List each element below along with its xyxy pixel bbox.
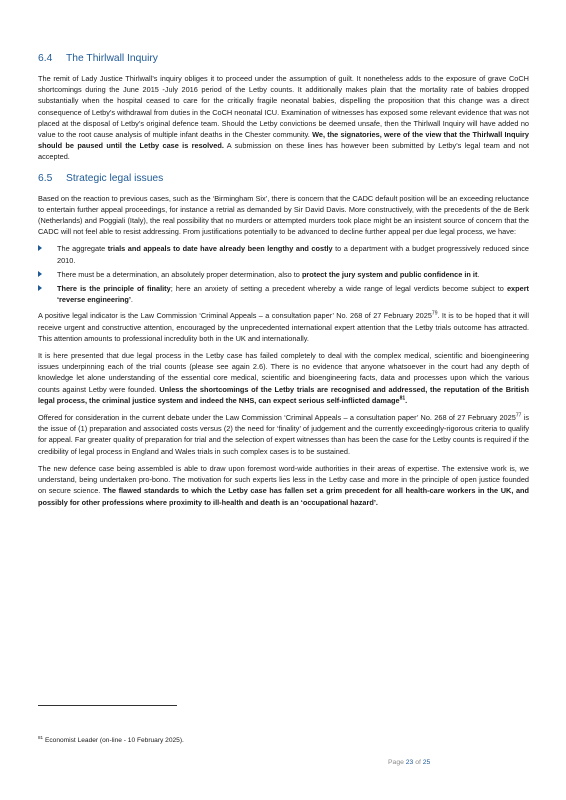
section-heading-6-4 xyxy=(38,53,529,64)
paragraph-text: A positive legal indicator is the Law Commission ‘Criminal Appeals – a consultation paper’ No. 268 of 27 February 2025 xyxy=(38,311,432,321)
footnote-divider xyxy=(38,705,177,706)
paragraph-bold-tail: . xyxy=(405,395,408,405)
bullet-icon xyxy=(38,285,42,291)
page-of: of xyxy=(413,759,423,766)
paragraph-bold-text: Unless the shortcomings of the Letby trials are recognised and addressed, the reputation of the British legal process, the criminal justice system and indeed the NHS, can expect serious self-inflicted damage xyxy=(38,384,529,405)
list-item-text: . xyxy=(130,295,133,305)
paragraph-text-tail: . It is to be hoped that it will receive urgent and constructive attention, encouraged by the unprecedented international expert attention that the Letby trials outcome has attracted. This attention amounts to professional incredulity both in the UK and internationally. xyxy=(38,311,529,343)
paragraph-text: It is here presented that due legal process in the Letby case has failed completely to deal with the complex medical, scientific and bioengineering issues underpinning each of the trial counts (please see again 2.6). There is no evidence that anyone whatsoever in the court had any depth of knowledge let alone understanding of the essential core medical, scientific and bioengineering facts, data and processes upon which the various counts against Letby were founded. xyxy=(38,351,529,394)
page-label: Page xyxy=(388,759,406,766)
footnote-ref[interactable]: 81 xyxy=(399,395,406,402)
paragraph-thirlwall xyxy=(38,73,529,163)
list-item-bold: protect the jury system and public confidence in it xyxy=(301,269,478,279)
bullet-icon xyxy=(38,271,42,277)
paragraph-law-commission xyxy=(38,310,529,344)
list-item xyxy=(38,269,529,280)
list-item xyxy=(38,283,529,305)
list-item-text: The aggregate xyxy=(57,244,108,254)
paragraph-text: The new defence case being assembled is able to draw upon foremost word-wide authorities in their areas of expertise. The extensive work is, we understand, being undertaken pro-bono. The motivation for such experts lies less in the Letby case and more in the principle of open justice founded on secure science. xyxy=(38,463,529,496)
section-number: 6.4 xyxy=(38,53,53,64)
list-item-text: ; here an anxiety of setting a precedent whereby a wide range of legal verdicts become subject to xyxy=(170,284,507,294)
paragraph-strategic-intro: Based on the reaction to previous cases, such as the ‘Birmingham Six’, there is concern that the CADC default position will be an exceeding reluctance to entertain further appeal proceedings, for instance a retrial as demanded by Sir David Davis. More constructively, with the precedents of the de Berk (Netherlands) and Poggiali (Italy), the real possibility that no murders or attempted murders took place might be an insistent source of concern that the CADC will not feel able to resist addressing. From justifications potentially to be advanced to decline further appeal per due legal process, we have: xyxy=(38,193,529,237)
paragraph-bold-text: The flawed standards to which the Letby case has fallen set a grim precedent for all health-care workers in the UK, and possibly for other professions where proximity to ill-health and death is an ‘occupational hazard’. xyxy=(38,486,530,507)
paragraph-text: The remit of Lady Justice Thirlwall’s inquiry obliges it to proceed under the assumption of guilt. It nonetheless adds to the exposure of grave CoCH shortcomings during the June 2015 -July 2016 period of the Letby counts. It additionally makes plain that the mortality rate of babies dropped substantially when the hospital ceased to care for the critically fragile neonatal babies, dispelling the proposition that this change was a direct consequence of Letby’s withdrawal from duties in the CoCH neonatal ICU. Examination of witnesses has exposed some relevant evidence that was not placed at the disposal of Letby’s original defence team. Should the Letby convictions be deemed unsafe, then the Thirlwall Inquiry will have added no value to the root cause analysis of multiple infant deaths in the Chester community. xyxy=(38,74,529,140)
list-item-bold: trials and appeals to date have already been lengthy and costly xyxy=(107,244,333,254)
paragraph-text-tail: A submission on these lines has however been submitted by Letby’s legal team and not accepted. xyxy=(38,141,529,162)
list-item-text: There must be a determination, an absolutely proper determination, also to xyxy=(57,269,302,279)
footnote-number: 81 xyxy=(38,734,44,740)
paragraph-bold-text: We, the signatories, were of the view that the Thirlwall Inquiry should be paused until the Letby case is resolved. xyxy=(38,130,529,151)
section-heading-6-5 xyxy=(38,173,529,184)
list-item-text: . xyxy=(477,269,480,279)
footnote-text: Economist Leader (on-line - 10 February 2025). xyxy=(43,737,184,744)
bullet-list xyxy=(38,243,529,305)
page-content xyxy=(38,53,529,514)
list-item-text: to a department with a budget progressively reduced since 2010. xyxy=(57,244,529,265)
page-current: 23 xyxy=(405,759,414,766)
footnote-ref[interactable]: 77 xyxy=(515,412,522,419)
list-item-bold: There is the principle of finality xyxy=(57,284,171,294)
paragraph-text: Offered for consideration in the current debate under the Law Commission ‘Criminal Appeals – a consultation paper’ No. 268 of 27 February 2025 xyxy=(38,413,516,423)
paragraph-defence-case xyxy=(38,463,529,508)
page-number xyxy=(388,759,430,766)
footnote xyxy=(38,734,184,744)
list-item xyxy=(38,243,529,265)
section-title: Strategic legal issues xyxy=(66,172,164,184)
section-title: The Thirlwall Inquiry xyxy=(66,53,158,64)
paragraph-text-tail: is the issue of (1) preparation and associated costs versus (2) the need for ‘finality’ of judgement and the currently exceedingly-rigorous criteria to qualify for appeal. Far greater quality of preparation for trial and the selection of expert witnesses than has been the case for the Letby counts is required if the credibility of legal process in England and Wales trials in such complex cases is to be sustained. xyxy=(38,413,529,456)
footnote-ref[interactable]: 79 xyxy=(431,311,438,318)
section-number: 6.5 xyxy=(38,172,53,184)
bullet-icon xyxy=(38,245,42,251)
paragraph-due-process xyxy=(38,350,529,406)
list-item-bold: expert ‘reverse engineering’ xyxy=(57,284,529,305)
paragraph-consideration xyxy=(38,412,529,457)
page-total: 25 xyxy=(422,759,431,766)
